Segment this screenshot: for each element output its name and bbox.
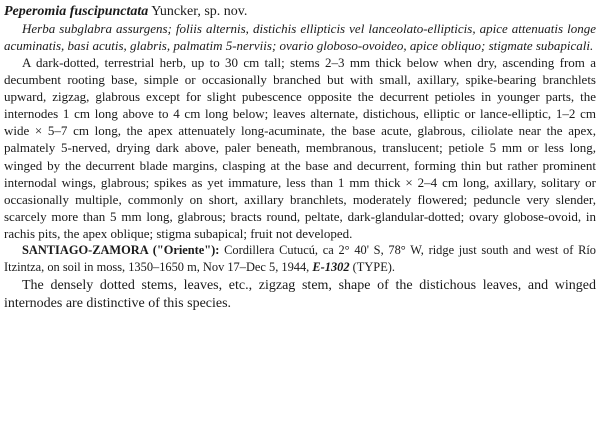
specimen-details: Cordillera Cutucú, ca 2° 40' S, 78° W, ridge just south and west of Río Itzintza, on soil in moss, 1350–1650 m, Nov 17–Dec 5, 1944, [4, 243, 596, 274]
species-name: Peperomia fuscipunctata [4, 4, 149, 19]
type-label: (TYPE). [352, 259, 395, 274]
diagnostic-notes: The densely dotted stems, leaves, etc., zigzag stem, shape of the distichous leaves, and winged internodes are distinctive of this species. [4, 278, 596, 312]
specimen-citation [4, 242, 598, 275]
latin-diagnosis: Herba subglabra assurgens; foliis alternis, distichis ellipticis vel lanceolato-ellipticis, apice attenuatis longe acuminatis, basi acutis, glabris, palmatim 5-nerviis; ovario globoso-ovoideo, apice obliquo; stigmate subapicali. [4, 21, 596, 53]
collector-number: E-1302 [312, 259, 350, 274]
species-authority: Yuncker, sp. nov. [151, 4, 248, 19]
species-heading [4, 3, 598, 20]
species-description: A dark-dotted, terrestrial herb, up to 30 cm tall; stems 2–3 mm thick below when dry, ascending from a decumbent rooting base, simple or occasionally branched but with small, axillary, spike-bearing branchlets upward, zigzag, glabrous except for slight pubescence opposite the decurrent petioles in younger parts, the internodes 1 cm long above to 4 cm long below; leaves alternate, distichous, elliptic or lance-elliptic, 1–2 cm wide × 5–7 cm long, the apex attenuately long-acuminate, the base acute, glabrous, ciliolate near the apex, palmately 5-nerved, drying dark above, paler beneath, membranous, translucent; petiole 5 mm or less long, winged by the decurrent blade margins, clasping at the base and decurrent, forming thin but rather prominent internodal wings, glabrous; spikes as yet immature, less than 1 mm thick × 2–4 cm long, axillary, solitary or occasionally multiple, commonly on short, axillary branchlets, moderately flowered; peduncle very slender, scarcely more than 5 mm long, glabrous; bracts round, peltate, dark-glandular-dotted; ovary globose-ovoid, in rachis pits, the apex oblique; stigma subapical; fruit not developed. [4, 55, 596, 241]
specimen-locality: SANTIAGO-ZAMORA ("Oriente"): [22, 243, 220, 258]
